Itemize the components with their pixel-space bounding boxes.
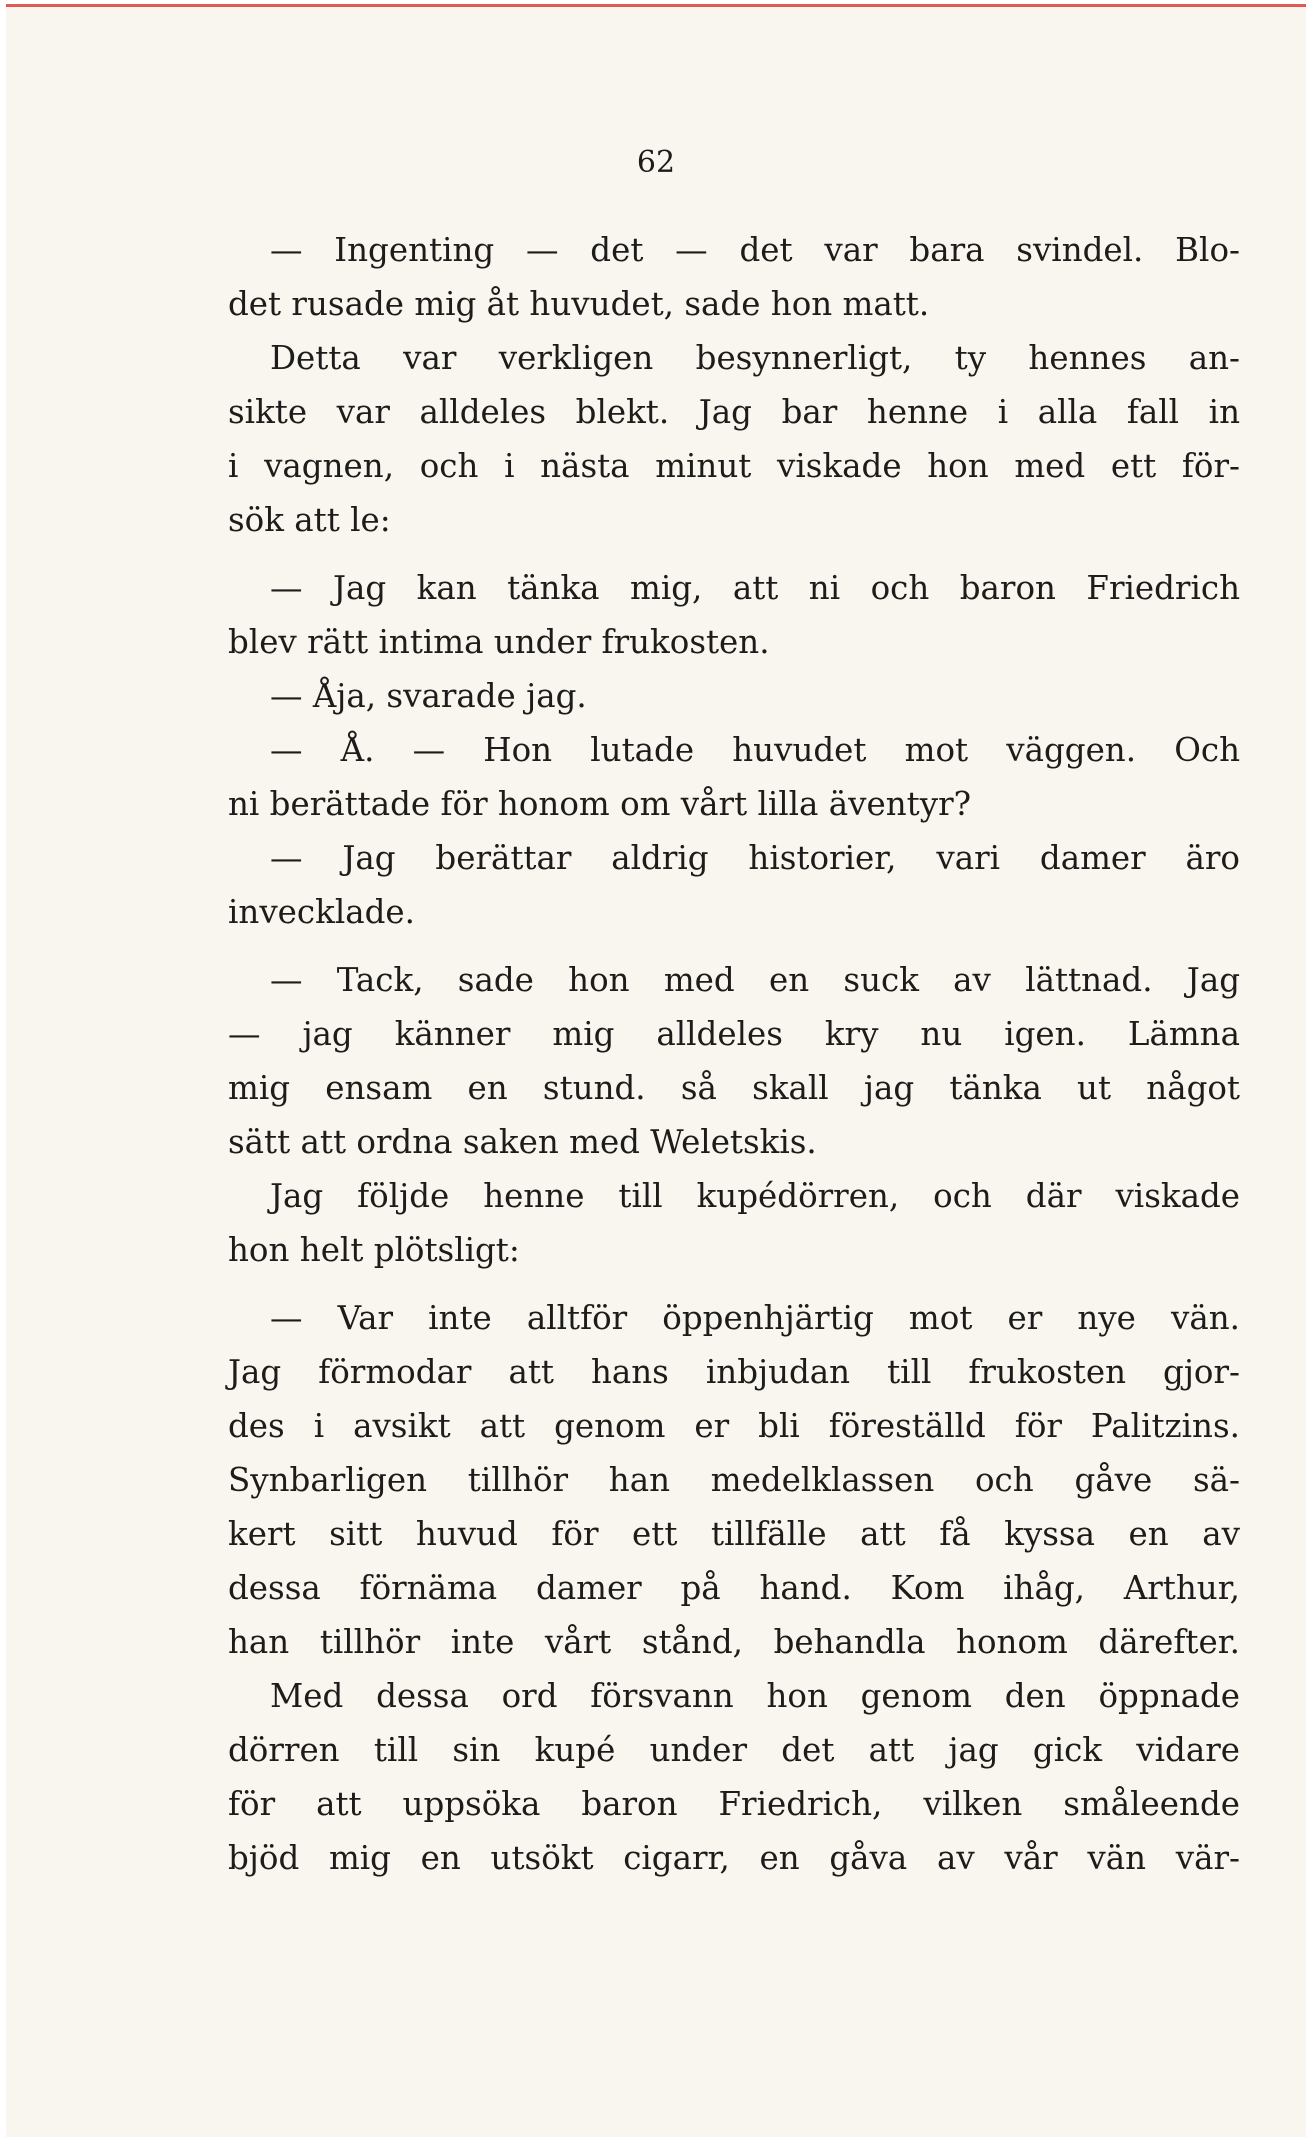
text-line: — Tack, sade hon med en suck av lättnad. Jag [270, 961, 1240, 999]
text-line: mig ensam en stund. så skall jag tänka ut något [228, 1069, 1240, 1107]
text-line: — Åja, svarade jag. [270, 677, 587, 715]
text-line: kert sitt huvud för ett tillfälle att få kyssa en av [228, 1515, 1240, 1553]
text-line: Jag följde henne till kupédörren, och där viskade [270, 1177, 1240, 1215]
text-line: blev rätt intima under frukosten. [228, 623, 770, 661]
text-line: Synbarligen tillhör han medelklassen och gåve sä- [228, 1461, 1240, 1499]
text-line: det rusade mig åt huvudet, sade hon matt. [228, 285, 930, 323]
text-line: — Jag kan tänka mig, att ni och baron Friedrich [270, 569, 1240, 607]
text-line: Jag förmodar att hans inbjudan till frukosten gjor- [228, 1353, 1240, 1391]
text-line: — jag känner mig alldeles kry nu igen. Lämna [228, 1015, 1240, 1053]
text-line: för att uppsöka baron Friedrich, vilken småleende [228, 1785, 1240, 1823]
text-line: sikte var alldeles blekt. Jag bar henne i alla fall in [228, 393, 1240, 431]
text-line: dessa förnäma damer på hand. Kom ihåg, Arthur, [228, 1569, 1240, 1607]
text-line: i vagnen, och i nästa minut viskade hon med ett för- [228, 447, 1240, 485]
text-line: — Å. — Hon lutade huvudet mot väggen. Och [270, 731, 1240, 769]
text-line: sätt att ordna saken med Weletskis. [228, 1123, 817, 1161]
text-line: hon helt plötsligt: [228, 1231, 520, 1269]
text-line: ni berättade för honom om vårt lilla äventyr? [228, 785, 972, 823]
text-line: sök att le: [228, 501, 391, 539]
text-line: — Var inte alltför öppenhjärtig mot er nye vän. [270, 1299, 1240, 1337]
text-line: Med dessa ord försvann hon genom den öppnade [270, 1677, 1240, 1715]
text-line: des i avsikt att genom er bli föreställd för Palitzins. [228, 1407, 1240, 1445]
page-number: 62 [636, 145, 676, 180]
text-line: dörren till sin kupé under det att jag gick vidare [228, 1731, 1240, 1769]
book-page [6, 4, 1306, 2137]
text-line: invecklade. [228, 893, 415, 931]
text-line: han tillhör inte vårt stånd, behandla honom därefter. [228, 1623, 1240, 1661]
body-text [228, 223, 1240, 1885]
text-line: — Ingenting — det — det var bara svindel. Blo- [270, 231, 1240, 269]
text-line: — Jag berättar aldrig historier, vari damer äro [270, 839, 1240, 877]
text-line: bjöd mig en utsökt cigarr, en gåva av vår vän vär- [228, 1839, 1240, 1877]
text-line: Detta var verkligen besynnerligt, ty hennes an- [270, 339, 1240, 377]
